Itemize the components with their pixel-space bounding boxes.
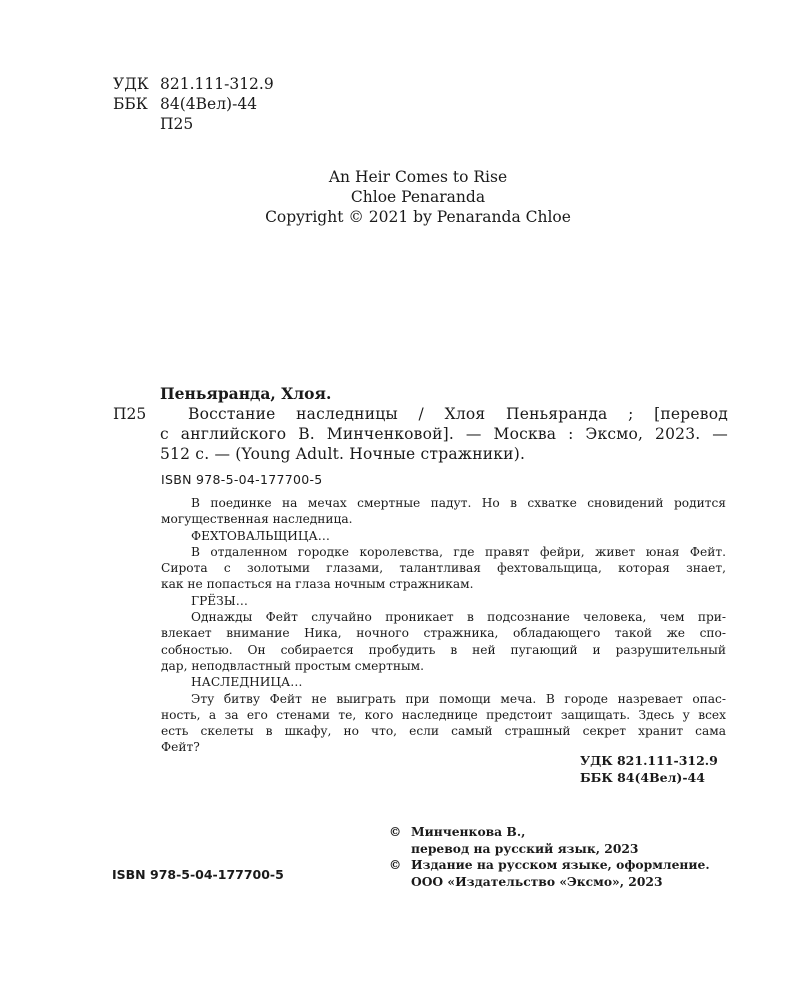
bib-code: П25	[113, 405, 147, 423]
copyright-edition-row	[389, 857, 710, 874]
udk-value: 821.111-312.9	[160, 75, 274, 93]
annotation-line: дар, неподвластный простым смертным.	[161, 658, 425, 673]
copyright-edition-row2	[389, 874, 710, 891]
annotation-line: Сирота с золотыми глазами, талантливая фехтовальщица, которая знает,	[161, 561, 726, 576]
copyright-block	[389, 824, 710, 890]
translator-line1: Минченкова В.,	[411, 824, 526, 839]
original-author: Chloe Penaranda	[350, 188, 486, 206]
original-edition-block	[0, 167, 800, 227]
annotation-heading: ФЕХТОВАЛЬЩИЦА…	[191, 528, 330, 543]
original-title: An Heir Comes to Rise	[328, 168, 508, 186]
isbn-record: ISBN 978-5-04-177700-5	[161, 472, 323, 487]
copyright-symbol: ©	[389, 857, 402, 872]
copyright-symbol: ©	[389, 824, 402, 839]
annotation-line: влекает внимание Ника, ночного стражника, обладающего такой же спо-	[161, 626, 726, 641]
udk-row	[113, 74, 274, 94]
annotation-line: как не попасться на глаза ночным стражникам.	[161, 577, 474, 592]
annotation-line: Фейт?	[161, 740, 200, 755]
annotation-line: ность, а за его стенами те, кого наследнице предстоит защищать. Здесь у всех	[161, 707, 726, 722]
annotation-heading: ГРЁЗЫ…	[191, 593, 248, 608]
original-copyright: Copyright © 2021 by Penaranda Chloe	[265, 208, 571, 226]
isbn-bottom: ISBN 978-5-04-177700-5	[112, 867, 284, 882]
udk-bottom: УДК 821.111-312.9	[580, 753, 718, 768]
udk-label: УДК	[113, 75, 149, 93]
annotation-line: В отдаленном городке королевства, где правят фейри, живет юная Фейт.	[191, 544, 726, 559]
author-heading: Пеньяранда, Хлоя.	[160, 384, 332, 403]
annotation-line: есть скелеты в шкафу, но что, если самый страшный секрет хранит сама	[161, 724, 726, 739]
bbk-label: ББК	[113, 95, 148, 113]
bbk-row	[113, 94, 274, 114]
bbk-bottom: ББК 84(4Вел)-44	[580, 770, 705, 785]
classification-block	[113, 74, 274, 134]
annotation	[161, 495, 726, 756]
copyright-translator-row2	[389, 841, 710, 858]
edition-line1: Издание на русском языке, оформление.	[411, 857, 710, 872]
classification-bottom	[580, 752, 718, 786]
author-mark-row	[113, 114, 274, 134]
bbk-value: 84(4Вел)-44	[160, 95, 258, 113]
annotation-line: В поединке на мечах смертные падут. Но в схватке сновидений родится	[191, 496, 726, 510]
annotation-line: собностью. Он собирается пробудить в ней пугающий и разрушительный	[161, 642, 726, 657]
annotation-line: Однажды Фейт случайно проникает в подсознание человека, чем при-	[191, 610, 726, 625]
annotation-line: могущественная наследница.	[161, 512, 353, 527]
bib-line: Восстание наследницы / Хлоя Пеньяранда ; [перевод	[188, 405, 728, 423]
author-mark: П25	[160, 115, 194, 133]
translator-line2: перевод на русский язык, 2023	[411, 840, 639, 856]
copyright-translator-row	[389, 824, 710, 841]
annotation-heading: НАСЛЕДНИЦА…	[191, 675, 303, 690]
bib-line: 512 с. — (Young Adult. Ночные стражники).	[160, 445, 526, 463]
bib-line: с английского В. Минченковой]. — Москва : Эксмо, 2023. —	[160, 425, 728, 443]
bibliographic-description	[160, 404, 728, 464]
edition-line2: ООО «Издательство «Эксмо», 2023	[411, 873, 663, 889]
annotation-line: Эту битву Фейт не выиграть при помощи меча. В городе назревает опас-	[191, 691, 726, 706]
